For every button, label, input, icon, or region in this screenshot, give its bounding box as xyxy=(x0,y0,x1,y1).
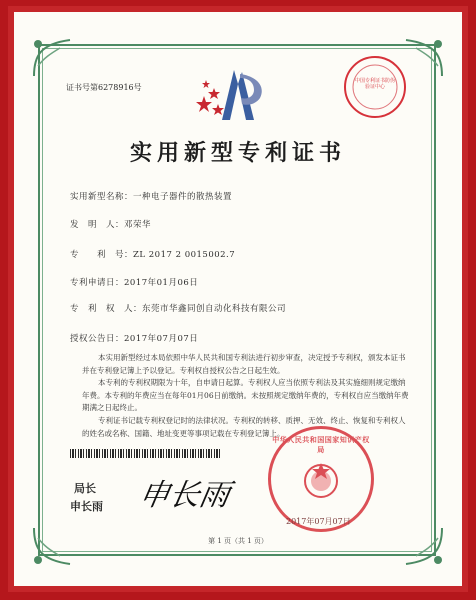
patentee: 专 利 权 人：东莞市华鑫同创自动化科技有限公司 xyxy=(70,304,287,314)
body-paragraph: 专利证书记载专利权登记时的法律状况。专利权的转移、质押、无效、终止、恢复和专利权人的姓名或名称、国籍、地址变更等事项记载在专利登记簿上。 xyxy=(82,415,406,438)
body-paragraph: 本实用新型经过本局依照中华人民共和国专利法进行初步审查，决定授予专利权，颁发本证书并在专利登记簿上予以登记。专利权自授权公告之日起生效。 xyxy=(82,353,406,375)
utility-model-name: 实用新型名称：一种电子器件的散热装置 xyxy=(70,192,233,202)
inventor: 发 明 人：邓荣华 xyxy=(70,220,152,230)
seal-text: 中华人民共和国国家知识产权局 xyxy=(272,435,370,454)
director-name-label: 申长雨 xyxy=(70,500,103,513)
certificate-number: 证书号第6278916号 xyxy=(66,83,142,92)
grant-date: 授权公告日：2017年07月07日 xyxy=(70,334,199,344)
body-paragraph: 本专利的专利权期限为十年，自申请日起算。专利权人应当依照专利法及其实施细则规定缴纳年费。本专利的年费应当在每年01月06日前缴纳。未按照规定缴纳年费的，专利权自应当缴纳年费期满之日起终止。 xyxy=(82,378,409,413)
corner-ornament-icon xyxy=(30,36,74,80)
director-signature: 申长雨 xyxy=(136,478,233,513)
badge-text: 中国专利证书防伪验证中心 xyxy=(354,78,395,90)
certificate-body xyxy=(82,352,412,440)
seal-date: 2017年07月07日 xyxy=(286,517,351,526)
patent-number: 专 利 号：ZL 2017 2 0015002.7 xyxy=(70,250,236,260)
page-number: 第 1 页（共 1 页） xyxy=(208,537,268,545)
corner-ornament-icon xyxy=(30,524,74,568)
director-label: 局长 xyxy=(74,482,96,495)
filing-date: 专利申请日：2017年01月06日 xyxy=(70,278,199,288)
corner-ornament-icon xyxy=(402,524,446,568)
corner-ornament-icon xyxy=(402,36,446,80)
verification-badge xyxy=(344,56,406,118)
certificate-title: 实用新型专利证书 xyxy=(129,140,346,166)
barcode xyxy=(70,449,220,458)
patent-office-emblem-icon xyxy=(196,66,272,122)
